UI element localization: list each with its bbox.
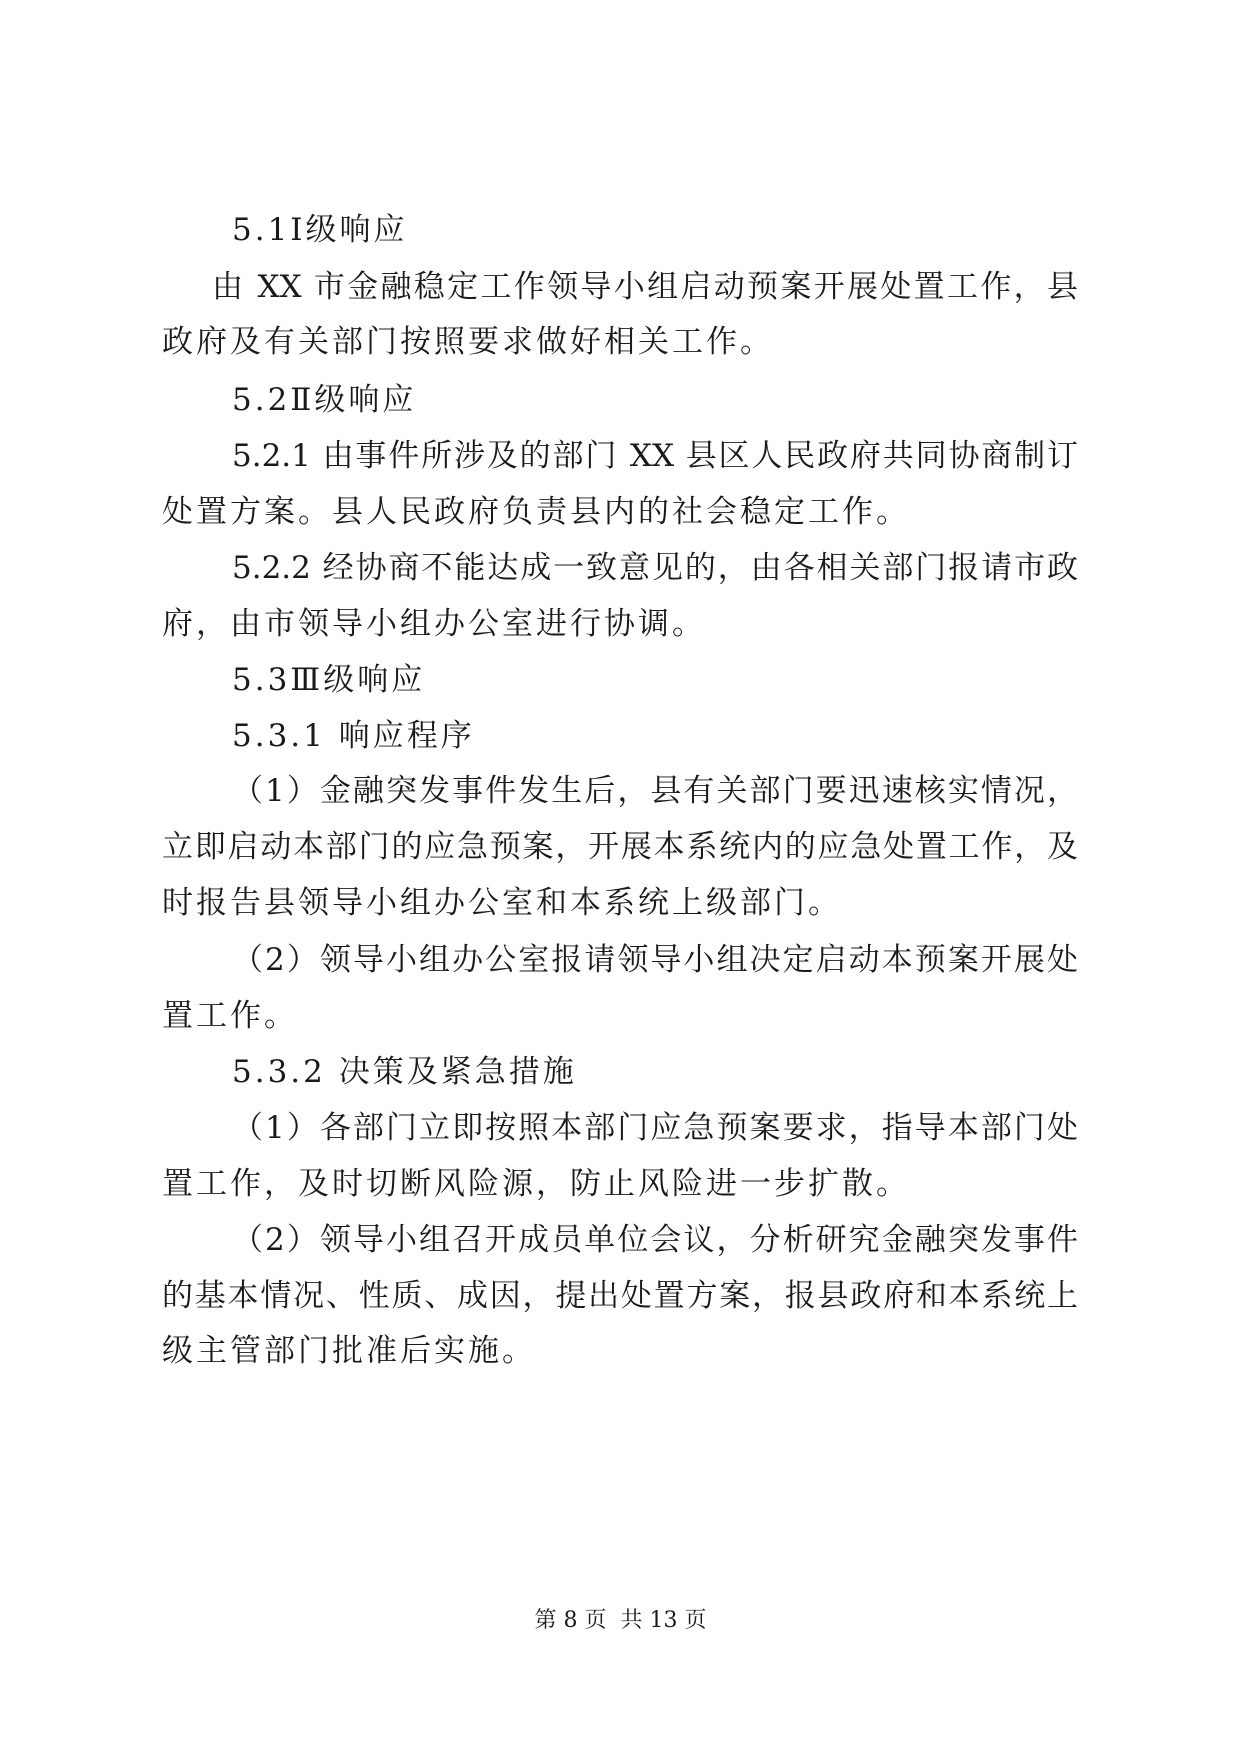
heading-5-1: 5.1Ⅰ级响应 bbox=[232, 212, 408, 248]
paragraph-line: （1）金融突发事件发生后，县有关部门要迅速核实情况， bbox=[232, 773, 1078, 809]
heading-5-3-2: 5.3.2 决策及紧急措施 bbox=[232, 1054, 577, 1090]
paragraph-line: 处置方案。县人民政府负责县内的社会稳定工作。 bbox=[162, 494, 910, 530]
heading-5-2: 5.2Ⅱ级响应 bbox=[232, 382, 417, 418]
paragraph-line: 府，由市领导小组办公室进行协调。 bbox=[162, 606, 706, 642]
page-number-footer: 第 8 页 共 13 页 bbox=[534, 1608, 707, 1633]
heading-5-3: 5.3Ⅲ级响应 bbox=[232, 662, 426, 698]
paragraph-line: （2）领导小组召开成员单位会议，分析研究金融突发事件 bbox=[232, 1222, 1078, 1258]
paragraph-line: （1）各部门立即按照本部门应急预案要求，指导本部门处 bbox=[232, 1110, 1078, 1146]
paragraph-line: 由 XX 市金融稳定工作领导小组启动预案开展处置工作，县 bbox=[212, 269, 1078, 305]
paragraph-line: 的基本情况、性质、成因，提出处置方案，报县政府和本系统上 bbox=[162, 1278, 1078, 1314]
paragraph-line: （2）领导小组办公室报请领导小组决定启动本预案开展处 bbox=[232, 942, 1078, 978]
heading-5-3-1: 5.3.1 响应程序 bbox=[232, 718, 475, 754]
paragraph-line: 级主管部门批准后实施。 bbox=[162, 1333, 536, 1369]
paragraph-line: 时报告县领导小组办公室和本系统上级部门。 bbox=[162, 885, 842, 921]
paragraph-line: 置工作。 bbox=[162, 998, 298, 1034]
paragraph-line: 政府及有关部门按照要求做好相关工作。 bbox=[162, 324, 774, 360]
paragraph-line: 立即启动本部门的应急预案，开展本系统内的应急处置工作，及 bbox=[162, 829, 1078, 865]
paragraph-line: 置工作，及时切断风险源，防止风险进一步扩散。 bbox=[162, 1166, 910, 1202]
paragraph-line: 5.2.2 经协商不能达成一致意见的，由各相关部门报请市政 bbox=[232, 550, 1078, 586]
paragraph-line: 5.2.1 由事件所涉及的部门 XX 县区人民政府共同协商制订 bbox=[232, 438, 1078, 474]
